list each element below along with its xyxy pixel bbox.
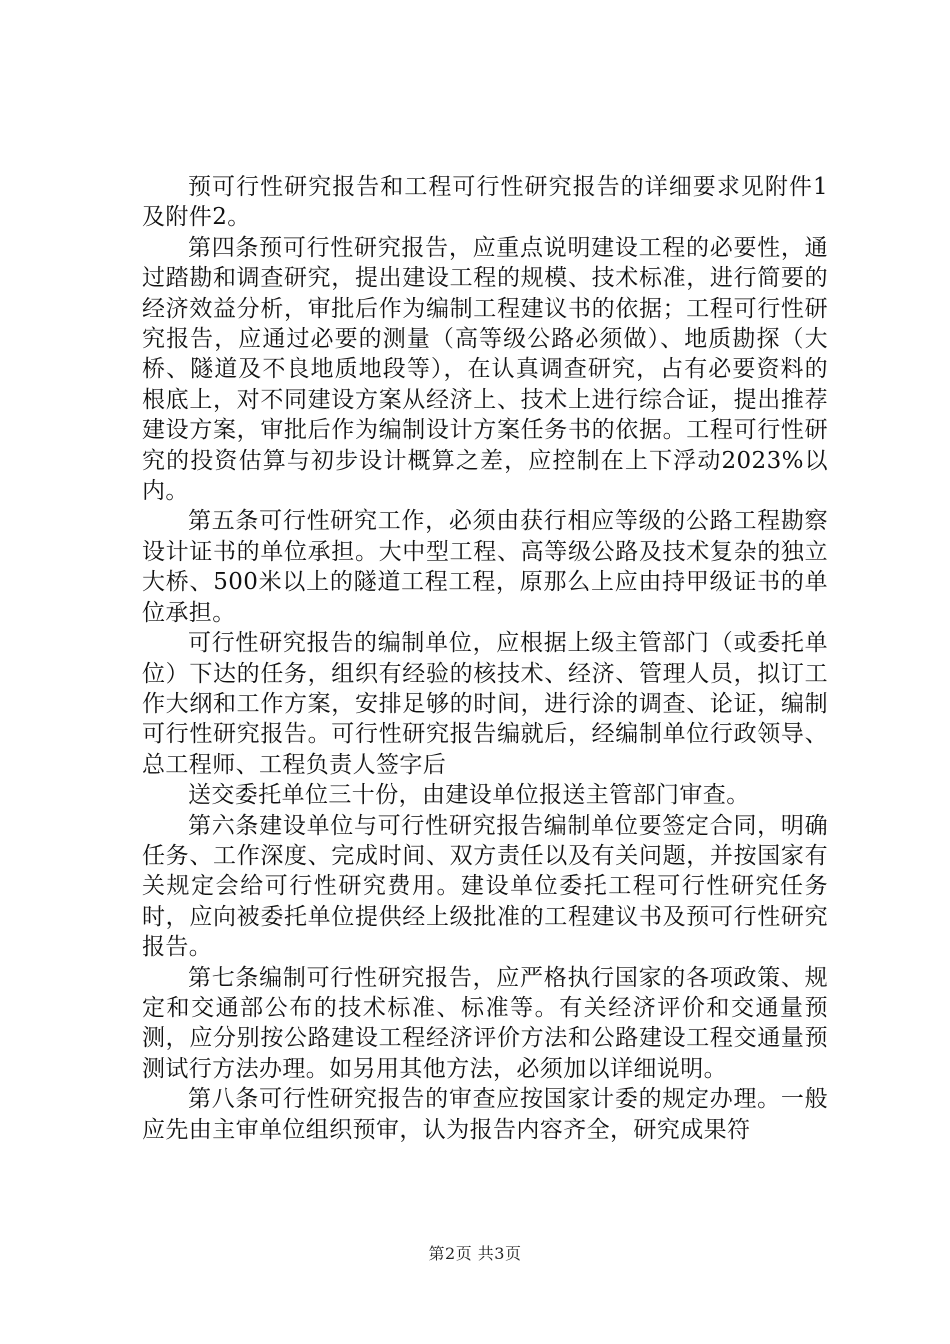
paragraph-submission: 送交委托单位三十份，由建设单位报送主管部门审查。 — [188, 782, 750, 809]
page-indicator: 第2页 共3页 — [428, 1244, 522, 1263]
paragraph-article-5: 第五条可行性研究工作，必须由获行相应等级的公路工程勘察设计证书的单位承担。大中型工程、高等级公路及技术复杂的独立大桥、500米以上的隧道工程工程，原那么上应由持甲级证书的单位承担。 — [142, 508, 828, 626]
page-footer — [0, 1244, 950, 1264]
paragraph-article-7: 第七条编制可行性研究报告，应严格执行国家的各项政策、规定和交通部公布的技术标准、标准等。有关经济评价和交通量预测，应分别按公路建设工程经济评价方法和公路建设工程交通量预测试行方法办理。如另用其他方法，必须加以详细说明。 — [142, 964, 828, 1082]
paragraph-compiling-unit: 可行性研究报告的编制单位，应根据上级主管部门（或委托单位）下达的任务，组织有经验的核技术、经济、管理人员，拟订工作大纲和工作方案，安排足够的时间，进行涂的调查、论证，编制可行性研究报告。可行性研究报告编就后，经编制单位行政领导、总工程师、工程负责人签字后 — [142, 630, 828, 778]
paragraph-attachments: 预可行性研究报告和工程可行性研究报告的详细要求见附件1及附件2。 — [142, 174, 828, 231]
document-body — [142, 172, 828, 1145]
paragraph-article-4: 第四条预可行性研究报告，应重点说明建设工程的必要性，通过踏勘和调查研究，提出建设工程的规模、技术标准，进行简要的经济效益分析，审批后作为编制工程建议书的依据；工程可行性研究报告，应通过必要的测量（高等级公路必须做）、地质勘探（大桥、隧道及不良地质地段等），在认真调查研究，占有必要资料的根底上，对不同建设方案从经济上、技术上进行综合证，提出推荐建设方案，审批后作为编制设计方案任务书的依据。工程可行性研究的投资估算与初步设计概算之差，应控制在上下浮动2023%以内。 — [142, 234, 828, 505]
paragraph-article-8: 第八条可行性研究报告的审查应按国家计委的规定办理。一般应先由主审单位组织预审，认为报告内容齐全，研究成果符 — [142, 1086, 828, 1143]
paragraph-article-6: 第六条建设单位与可行性研究报告编制单位要签定合同，明确任务、工作深度、完成时间、双方责任以及有关问题，并按国家有关规定会给可行性研究费用。建设单位委托工程可行性研究任务时，应向被委托单位提供经上级批准的工程建议书及预可行性研究报告。 — [142, 812, 828, 961]
